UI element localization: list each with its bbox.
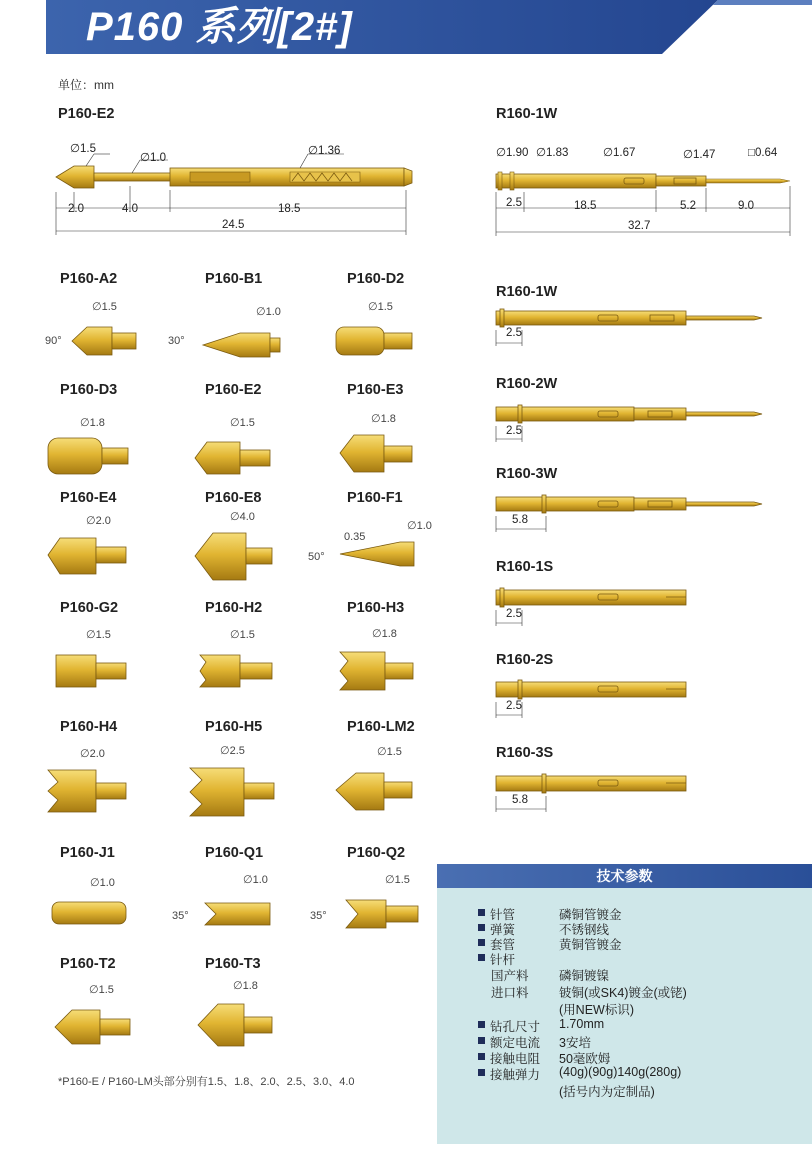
spec-sub-value: 磷铜镀镍 <box>559 969 610 983</box>
receptacle-drawings <box>488 300 778 820</box>
tip-name: P160-D3 <box>60 382 118 398</box>
tip-dia: ∅2.5 <box>220 745 245 757</box>
tip-name: P160-E3 <box>347 382 404 398</box>
receptacle-len: 2.5 <box>506 327 522 339</box>
tip-dia: ∅1.5 <box>230 417 255 429</box>
tip-name: P160-E4 <box>60 490 117 506</box>
tip-dia: ∅1.0 <box>90 877 115 889</box>
main-dia-2: ∅1.0 <box>140 152 167 164</box>
tip-dia: ∅1.8 <box>371 413 396 425</box>
spec-value: 1.70mm <box>559 1017 605 1031</box>
tip-angle: 30° <box>168 335 185 347</box>
main-len-2: 4.0 <box>122 203 138 215</box>
receptacle-name: R160-2S <box>496 652 554 668</box>
footnote: *P160-E / P160-LM头部分别有1.5、1.8、2.0、2.5、3.0、4.0 <box>58 1076 355 1088</box>
receptacle-len: 5.8 <box>512 794 528 806</box>
spec-value: (40g)(90g)140g(280g) <box>559 1065 682 1079</box>
spec-value: 不锈钢线 <box>559 923 610 937</box>
spec-label: 钻孔尺寸 <box>490 1020 541 1034</box>
tip-angle: 35° <box>310 910 327 922</box>
tip-name: P160-G2 <box>60 600 119 616</box>
tip-name: P160-H3 <box>347 600 405 616</box>
tip-angle: 90° <box>45 335 62 347</box>
spec-note: (用NEW标识) <box>559 1003 634 1017</box>
tip-dia: ∅1.8 <box>372 628 397 640</box>
spec-value: 黄铜管镀金 <box>559 938 622 952</box>
main-dia-3: ∅1.36 <box>308 145 341 157</box>
tip-dia: ∅1.5 <box>86 629 111 641</box>
rec-len-5: 32.7 <box>628 220 651 232</box>
spec-label: 接触电阻 <box>490 1052 541 1066</box>
bullet-icon <box>478 924 485 931</box>
tip-name: P160-J1 <box>60 845 115 861</box>
unit-label: 单位：mm <box>58 78 114 92</box>
tip-name: P160-F1 <box>347 490 403 506</box>
bullet-icon <box>478 909 485 916</box>
tip-name: P160-D2 <box>347 271 405 287</box>
tip-drawings <box>0 0 440 1060</box>
tip-dia: ∅1.5 <box>368 301 393 313</box>
spec-sub-label: 进口料 <box>491 986 529 1000</box>
tip-dia: ∅1.0 <box>243 874 268 886</box>
rec-len-4: 9.0 <box>738 200 754 212</box>
tip-dia: ∅1.5 <box>385 874 410 886</box>
tip-dia: ∅4.0 <box>230 511 255 523</box>
bullet-icon <box>478 1021 485 1028</box>
receptacle-len: 5.8 <box>512 514 528 526</box>
main-probe-name: P160-E2 <box>58 106 115 122</box>
receptacle-name: R160-1W <box>496 284 558 300</box>
tip-angle: 50° <box>308 551 325 563</box>
tip-name: P160-T3 <box>205 956 261 972</box>
tip-name: P160-E2 <box>205 382 262 398</box>
tip-name: P160-A2 <box>60 271 118 287</box>
bullet-icon <box>478 1053 485 1060</box>
tip-dia: ∅1.5 <box>230 629 255 641</box>
tip-name: P160-LM2 <box>347 719 415 735</box>
tip-angle: 35° <box>172 910 189 922</box>
tip-name: P160-T2 <box>60 956 116 972</box>
spec-sub-label: 国产料 <box>491 969 529 983</box>
main-len-3: 18.5 <box>278 203 301 215</box>
tip-dia: ∅1.0 <box>256 306 281 318</box>
tip-name: P160-H5 <box>205 719 263 735</box>
bullet-icon <box>478 1037 485 1044</box>
main-dia-1: ∅1.5 <box>70 143 97 155</box>
rec-len-2: 18.5 <box>574 200 597 212</box>
tip-dia: ∅1.5 <box>89 984 114 996</box>
spec-label: 接触弹力 <box>490 1068 541 1082</box>
main-len-1: 2.0 <box>68 203 84 215</box>
receptacle-name: R160-3W <box>496 466 558 482</box>
spec-title: 技术参数 <box>596 868 653 884</box>
spec-label: 套管 <box>490 938 516 952</box>
tip-dia: ∅1.5 <box>377 746 402 758</box>
receptacle-len: 2.5 <box>506 608 522 620</box>
spec-value: 3安培 <box>559 1036 591 1050</box>
tip-extra: 0.35 <box>344 531 366 543</box>
tip-dia: ∅1.0 <box>407 520 432 532</box>
spec-sub-value: 铍铜(或SK4)镀金(或铑) <box>559 986 687 1000</box>
rec-len-3: 5.2 <box>680 200 696 212</box>
rec-dia-4: ∅1.47 <box>683 149 716 161</box>
spec-value: 磷铜管镀金 <box>559 908 622 922</box>
spec-label: 额定电流 <box>490 1036 541 1050</box>
receptacle-main-name: R160-1W <box>496 106 558 122</box>
spec-label: 针杆 <box>490 953 516 967</box>
tip-dia: ∅2.0 <box>80 748 105 760</box>
rec-dia-2: ∅1.83 <box>536 147 569 159</box>
tip-name: P160-Q2 <box>347 845 406 861</box>
rec-dia-3: ∅1.67 <box>603 147 636 159</box>
receptacle-name: R160-1S <box>496 559 554 575</box>
tip-name: P160-H4 <box>60 719 118 735</box>
receptacle-len: 2.5 <box>506 425 522 437</box>
spec-note: (括号内为定制品) <box>559 1085 655 1099</box>
spec-value: 50毫欧姆 <box>559 1052 611 1066</box>
bullet-icon <box>478 1069 485 1076</box>
tip-name: P160-E8 <box>205 490 262 506</box>
rec-dia-5: □0.64 <box>748 147 778 159</box>
receptacle-len: 2.5 <box>506 700 522 712</box>
main-len-4: 24.5 <box>222 219 245 231</box>
rec-dia-1: ∅1.90 <box>496 147 529 159</box>
tip-dia: ∅1.8 <box>80 417 105 429</box>
receptacle-name: R160-3S <box>496 745 554 761</box>
spec-label: 弹簧 <box>490 923 516 937</box>
spec-label: 针管 <box>490 908 516 922</box>
tip-dia: ∅2.0 <box>86 515 111 527</box>
bullet-icon <box>478 939 485 946</box>
tip-dia: ∅1.5 <box>92 301 117 313</box>
tip-name: P160-Q1 <box>205 845 264 861</box>
bullet-icon <box>478 954 485 961</box>
tip-name: P160-H2 <box>205 600 263 616</box>
tip-name: P160-B1 <box>205 271 263 287</box>
receptacle-name: R160-2W <box>496 376 558 392</box>
rec-len-1: 2.5 <box>506 197 522 209</box>
page-title: P160 系列[2#] <box>86 5 353 49</box>
tip-dia: ∅1.8 <box>233 980 258 992</box>
